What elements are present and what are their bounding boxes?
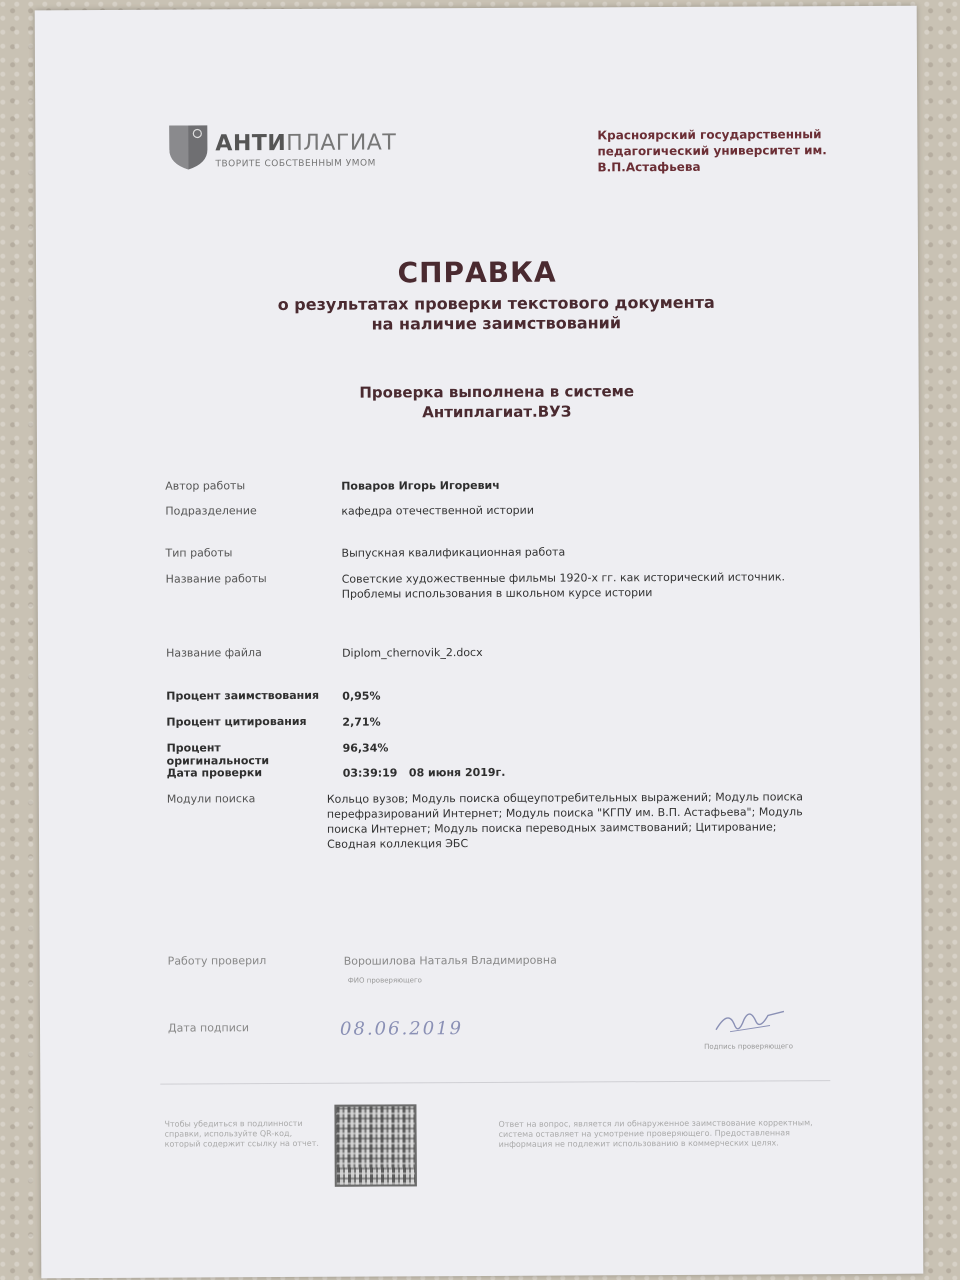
field-borrow-percent [166, 686, 826, 703]
antiplagiat-logo [167, 118, 397, 181]
university-name: Красноярский государственный педагогический университет им. В.П.Астафьева [597, 127, 827, 175]
field-checker-value: Ворошилова Наталья Владимировна [343, 953, 557, 968]
document-title: СПРАВКА [397, 255, 557, 290]
field-work-title-label: Название работы [165, 572, 267, 586]
shield-icon [167, 121, 209, 171]
handwritten-sign-date: 08.06.2019 [339, 1018, 464, 1040]
field-check-date-label: Дата проверки [166, 766, 263, 780]
field-work-type-label: Тип работы [165, 546, 233, 560]
footer-disclaimer: Ответ на вопрос, является ли обнаруженное заимствование корректным, система оставляет на усмотрение проверяющего. Предоставленная информация не подлежит использованию в коммерческих целях. [498, 1118, 813, 1149]
system-line-1: Проверка выполнена в системе [359, 382, 635, 402]
logo-brand-rest: ПЛАГИАТ [286, 130, 397, 157]
field-department-value: кафедра отечественной истории [341, 503, 534, 518]
field-author [165, 476, 825, 493]
field-originality-percent-label: Процент оригинальности [166, 741, 270, 768]
field-cite-percent-value: 2,71% [342, 715, 381, 729]
system-line-2: Антиплагиат.ВУЗ [422, 402, 572, 422]
subtitle-line-2: на наличие заимствований [371, 313, 622, 334]
field-sign-date-label: Дата подписи [167, 1021, 250, 1035]
field-work-title-value: Советские художественные фильмы 1920-х гг. как исторический источник. Проблемы использования в школьном курсе истории [341, 570, 786, 601]
field-originality-percent [166, 738, 827, 768]
field-department-label: Подразделение [165, 504, 257, 518]
certificate-sheet [35, 6, 924, 1279]
field-originality-percent-value: 96,34% [342, 741, 389, 755]
field-author-value: Поваров Игорь Игоревич [341, 478, 500, 493]
field-modules-value: Кольцо вузов; Модуль поиска общеупотребительных выражений; Модуль поиска перефразирований Интернет; Модуль поиска "КГПУ им. В.П. Астафьева"; Модуль поиска Интернет; Модуль поиска переводных заимствований; Цитирование; Сводная коллекция ЭБС [326, 790, 804, 851]
field-modules-label: Модули поиска [166, 792, 256, 806]
qr-code[interactable] [334, 1104, 416, 1186]
document-subtitle [236, 293, 756, 336]
field-file-name [166, 643, 826, 660]
checker-caption: ФИО проверяющего [347, 976, 422, 985]
subtitle-line-1: о результатах проверки текстового документа [277, 292, 715, 315]
field-borrow-percent-label: Процент заимствования [166, 688, 320, 703]
logo-brand-bold: АНТИ [215, 131, 287, 157]
field-cite-percent [166, 712, 826, 729]
footer-qr-note: Чтобы убедиться в подлинности справки, используйте QR-код, который содержит ссылку на отчет. [164, 1118, 319, 1149]
field-work-title [165, 569, 826, 601]
field-file-name-value: Diplom_chernovik_2.docx [342, 645, 483, 660]
signature-mark [710, 1001, 790, 1041]
signature-caption: Подпись проверяющего [704, 1042, 794, 1051]
field-check-date-value: 03:39:19 08 июня 2019г. [342, 765, 506, 780]
logo-brand [215, 130, 396, 156]
field-modules [166, 789, 827, 851]
system-statement [297, 381, 697, 423]
field-file-name-label: Название файла [166, 646, 262, 660]
field-department [165, 501, 825, 518]
field-author-label: Автор работы [165, 479, 246, 493]
field-checker-label: Работу проверил [167, 954, 267, 968]
field-work-type-value: Выпускная квалификационная работа [341, 545, 566, 560]
field-cite-percent-label: Процент цитирования [166, 714, 307, 729]
footer-divider [160, 1080, 830, 1085]
logo-tagline: ТВОРИТЕ СОБСТВЕННЫМ УМОМ [215, 158, 376, 170]
field-checker [167, 951, 828, 968]
field-work-type [165, 543, 825, 560]
field-borrow-percent-value: 0,95% [342, 689, 381, 703]
